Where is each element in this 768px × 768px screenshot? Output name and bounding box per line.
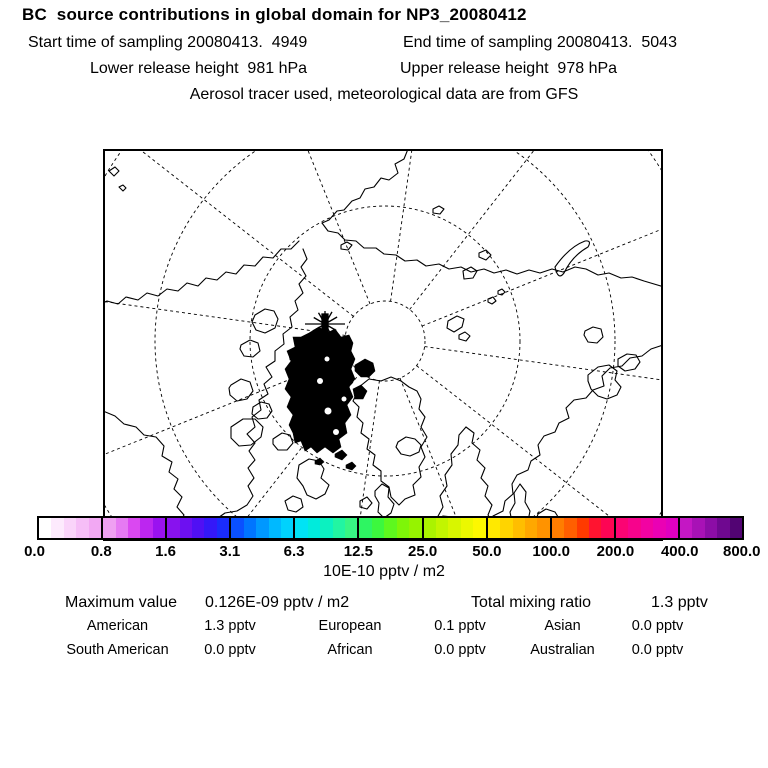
colorbar-cell (473, 518, 485, 538)
colorbar-cell (409, 518, 421, 538)
stats-max-value: 0.126E-09 pptv / m2 (205, 594, 350, 611)
colorbar-segment (550, 518, 614, 538)
colorbar-tick-label: 12.5 (343, 543, 373, 560)
colorbar-segment (229, 518, 293, 538)
colorbar-cell (705, 518, 717, 538)
colorbar-cell (89, 518, 101, 538)
colorbar-cell (653, 518, 665, 538)
colorbar-cell (616, 518, 628, 538)
colorbar-cell (564, 518, 576, 538)
colorbar-cell (589, 518, 601, 538)
colorbar-segment (39, 518, 101, 538)
lower-release-text: Lower release height 981 hPa (90, 60, 308, 77)
contrib-value: 0.1 pptv (434, 618, 486, 634)
colorbar-cell (103, 518, 115, 538)
colorbar-cell (217, 518, 229, 538)
colorbar-cell (231, 518, 243, 538)
colorbar-cell (128, 518, 140, 538)
colorbar-tick-label: 6.3 (283, 543, 305, 560)
colorbar-tick-label: 0.8 (90, 543, 112, 560)
colorbar-cell (513, 518, 525, 538)
map-frame (104, 150, 662, 540)
colorbar-cell (51, 518, 63, 538)
contrib-region-label: South American (66, 642, 169, 658)
colorbar-cell (680, 518, 692, 538)
colorbar-cell (488, 518, 500, 538)
contrib-value: 1.3 pptv (204, 618, 256, 634)
end-time-text: End time of sampling 20080413. 5043 (403, 34, 677, 51)
colorbar-cell (372, 518, 384, 538)
stats-tmr-value: 1.3 pptv (651, 594, 708, 611)
contrib-table (50, 618, 685, 666)
colorbar-cell (461, 518, 473, 538)
colorbar-cell (717, 518, 729, 538)
colorbar-cell (601, 518, 613, 538)
colorbar-cell (552, 518, 564, 538)
colorbar-cell (666, 518, 678, 538)
colorbar-cell (500, 518, 512, 538)
colorbar-cell (359, 518, 371, 538)
colorbar-cell (76, 518, 88, 538)
contrib-region-label: Asian (544, 618, 581, 634)
coastlines (103, 149, 663, 541)
colorbar-cell (308, 518, 320, 538)
colorbar-cell (116, 518, 128, 538)
polar-map (103, 149, 663, 541)
colorbar (37, 516, 744, 540)
contrib-region-label: Australian (530, 642, 595, 658)
colorbar-tick-label: 25.0 (408, 543, 438, 560)
colorbar-cell (448, 518, 460, 538)
colorbar-cell (577, 518, 589, 538)
colorbar-cell (397, 518, 409, 538)
contrib-value: 0.0 pptv (631, 642, 684, 658)
colorbar-cell (537, 518, 549, 538)
colorbar-cell (424, 518, 436, 538)
colorbar-cell (204, 518, 216, 538)
colorbar-cell (641, 518, 653, 538)
upper-release-text: Upper release height 978 hPa (400, 60, 618, 77)
colorbar-tick-label: 1.6 (155, 543, 176, 560)
colorbar-cell (64, 518, 76, 538)
colorbar-tick-label: 100.0 (532, 543, 570, 560)
tracer-line-text: Aerosol tracer used, meteorological data are from GFS (189, 86, 579, 103)
colorbar-segment (293, 518, 357, 538)
colorbar-cell (295, 518, 307, 538)
colorbar-tick-label: 800.0 (722, 543, 761, 560)
contribution-plume (285, 327, 375, 470)
colorbar-cell (192, 518, 204, 538)
colorbar-cell (140, 518, 152, 538)
contrib-region-label: American (86, 618, 149, 634)
contrib-region-label: European (318, 618, 382, 634)
colorbar-segment (486, 518, 550, 538)
stats-tmr-label: Total mixing ratio (471, 594, 592, 611)
colorbar-tick-label: 50.0 (472, 543, 502, 560)
contrib-value: 0.0 pptv (434, 642, 486, 658)
colorbar-cell (281, 518, 293, 538)
colorbar-cell (384, 518, 396, 538)
colorbar-segment (165, 518, 229, 538)
colorbar-tick-label: 3.1 (219, 543, 241, 560)
contrib-value: 0.0 pptv (204, 642, 256, 658)
colorbar-segment (678, 518, 742, 538)
colorbar-cell (180, 518, 192, 538)
contrib-region-label: African (327, 642, 373, 658)
colorbar-segment (422, 518, 486, 538)
colorbar-tick-label: 400.0 (660, 543, 699, 560)
colorbar-cell (730, 518, 742, 538)
colorbar-segment (614, 518, 678, 538)
stats-max-label: Maximum value (65, 594, 178, 611)
colorbar-unit-label: 10E-10 pptv / m2 (323, 563, 445, 580)
contrib-value: 0.0 pptv (631, 618, 684, 634)
colorbar-cell (628, 518, 640, 538)
figure-title: BC source contributions in global domain for NP3_20080412 (22, 5, 527, 24)
map-panel (103, 113, 663, 505)
colorbar-cell (39, 518, 51, 538)
colorbar-tick-label: 200.0 (596, 543, 635, 560)
colorbar-cell (269, 518, 281, 538)
colorbar-segment (101, 518, 165, 538)
colorbar-cell (167, 518, 179, 538)
colorbar-cell (692, 518, 704, 538)
colorbar-cell (256, 518, 268, 538)
start-time-text: Start time of sampling 20080413. 4949 (28, 34, 308, 51)
colorbar-cell (244, 518, 256, 538)
colorbar-tick-label: 0.0 (24, 543, 45, 560)
colorbar-segment (357, 518, 421, 538)
colorbar-cell (345, 518, 357, 538)
colorbar-cell (320, 518, 332, 538)
colorbar-cell (333, 518, 345, 538)
colorbar-ticks (24, 543, 761, 560)
colorbar-cell (525, 518, 537, 538)
colorbar-cell (153, 518, 165, 538)
colorbar-cell (436, 518, 448, 538)
